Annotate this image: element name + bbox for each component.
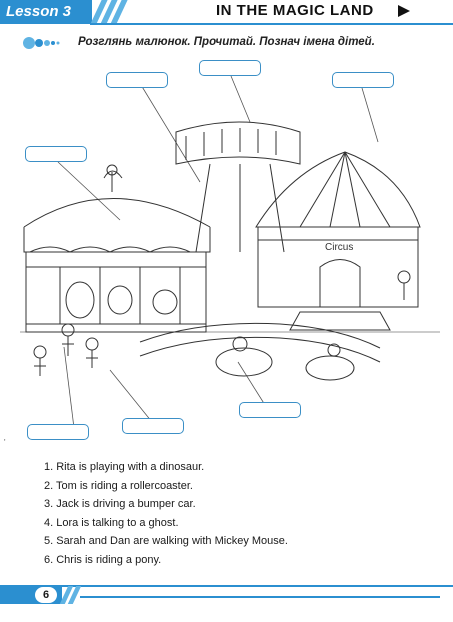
fence [140,323,380,362]
sentence: 1. Rita is playing with a dinosaur. [44,461,205,473]
name-answer-box[interactable] [332,72,394,88]
sentence: 2. Tom is riding a rollercoaster. [44,479,193,492]
circus-sign: Circus [325,242,354,253]
sentence: 4. Lora is talking to a ghost. [44,516,179,529]
lesson-header [0,0,453,26]
task-instruction: Розглянь малюнок. Прочитай. Познач імена дітей. [78,36,375,48]
lesson-label: Lesson 3 [0,0,92,24]
name-answer-box[interactable] [106,72,168,88]
margin-mark: ' [4,438,6,447]
sentence: 3. Jack is driving a bumper car. [44,498,196,511]
page-number: 6 [35,587,57,603]
name-answer-box[interactable] [122,418,184,434]
name-answer-box[interactable] [25,146,87,162]
task-icon [22,36,64,50]
unit-title: IN THE MAGIC LAND [216,2,374,19]
carousel [24,165,210,332]
name-answer-box[interactable] [27,424,89,440]
sentence: 6. Chris is riding a pony. [44,553,162,566]
rollercoaster [176,122,300,252]
name-answer-box[interactable] [199,60,261,76]
arrow-right-icon [398,5,410,17]
circus-tent [256,152,420,330]
amusement-park-illustration [0,52,453,442]
footer-line [80,596,440,598]
bumper-cars [216,337,354,380]
name-answer-box[interactable] [239,402,301,418]
header-rule [90,23,453,25]
sentence: 5. Sarah and Dan are walking with Mickey Mouse. [44,535,288,548]
sentence-list [44,458,288,570]
